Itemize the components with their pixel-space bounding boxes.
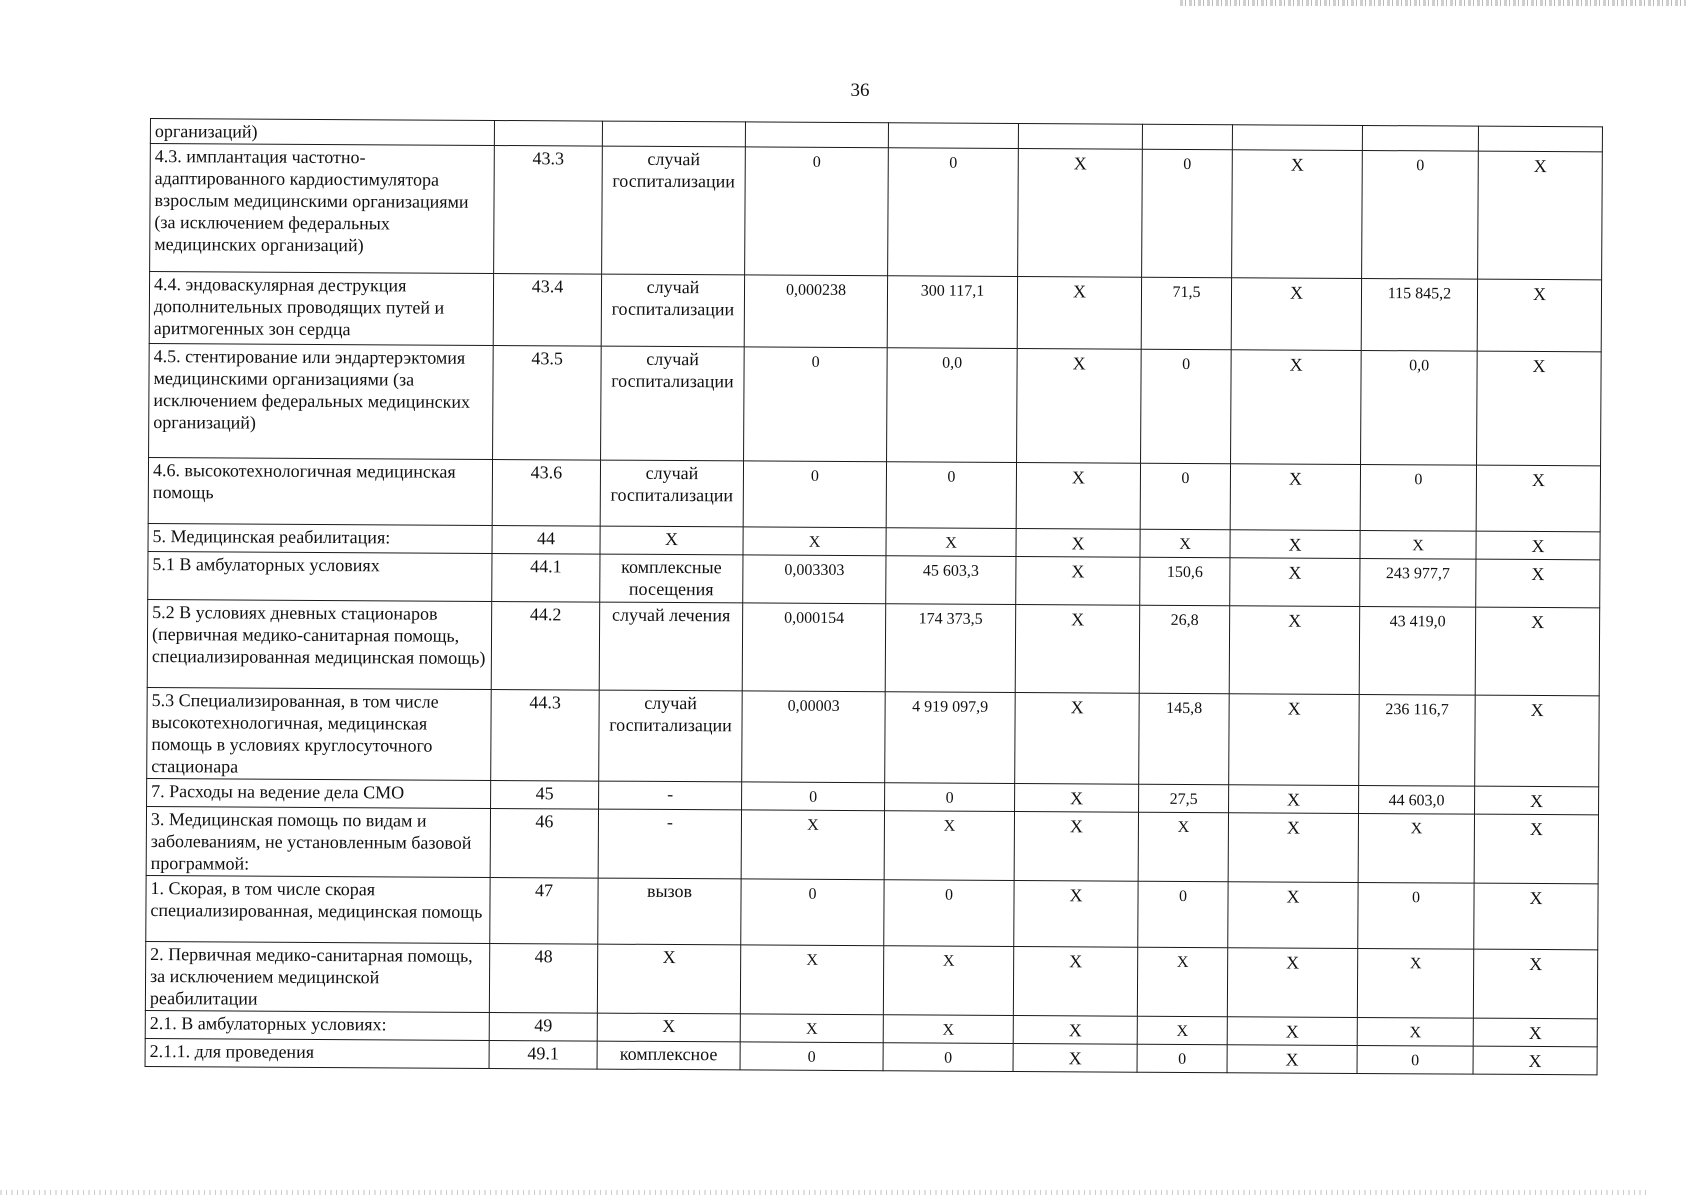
row-value-5-cell: X xyxy=(1230,464,1360,531)
row-code-cell: 43.6 xyxy=(492,459,600,526)
row-unit-cell: комплексные посещения xyxy=(600,554,743,603)
row-name-cell: 5.3 Специализированная, в том числе высокотехнологичная, медицинская помощь в условиях круглосуточного стационара xyxy=(147,687,492,780)
row-value-1-cell: 0 xyxy=(744,347,888,462)
row-value-2-cell: 0,0 xyxy=(887,348,1018,463)
row-unit-cell: X xyxy=(597,1013,740,1042)
row-value-1-cell: 0,003303 xyxy=(743,555,886,604)
table-row xyxy=(148,457,1600,531)
row-value-5-cell xyxy=(1232,125,1362,151)
row-value-4-cell: 0 xyxy=(1142,149,1233,278)
row-code-cell: 49.1 xyxy=(489,1040,597,1069)
row-value-6-cell: X xyxy=(1357,1017,1473,1046)
row-value-7-cell: X xyxy=(1474,814,1598,884)
row-value-6-cell: 0 xyxy=(1360,464,1476,531)
scan-noise-bottom xyxy=(0,1190,1646,1195)
row-code-cell: 43.5 xyxy=(493,345,602,460)
row-value-4-cell: 0 xyxy=(1138,881,1228,948)
row-value-6-cell: 115 845,2 xyxy=(1361,278,1477,351)
page-number: 36 xyxy=(850,80,870,101)
row-code-cell: 44.1 xyxy=(492,553,600,602)
row-value-7-cell: X xyxy=(1477,279,1601,352)
row-value-1-cell: 0,00003 xyxy=(742,691,886,783)
row-code-cell: 43.3 xyxy=(494,145,603,274)
row-name-cell: организаций) xyxy=(150,119,494,146)
row-value-3-cell: X xyxy=(1014,880,1138,947)
row-unit-cell: случай лечения xyxy=(599,602,743,691)
row-code-cell: 46 xyxy=(490,808,598,878)
data-table xyxy=(145,118,1603,1075)
row-value-4-cell: X xyxy=(1137,1016,1227,1045)
row-value-3-cell: X xyxy=(1013,946,1137,1016)
row-value-1-cell: 0 xyxy=(740,1042,883,1071)
row-name-cell: 4.6. высокотехнологичная медицинская помощь xyxy=(148,457,492,525)
row-name-cell: 1. Скорая, в том числе скорая специализированная, медицинская помощь xyxy=(146,875,490,943)
row-value-5-cell: X xyxy=(1229,785,1359,814)
row-unit-cell: комплексное xyxy=(597,1041,740,1070)
row-code-cell: 44 xyxy=(492,525,600,554)
row-value-7-cell: X xyxy=(1477,351,1602,466)
row-value-4-cell: X xyxy=(1137,947,1227,1017)
row-value-4-cell: 0 xyxy=(1140,463,1230,530)
table-row xyxy=(147,599,1599,695)
row-value-5-cell: X xyxy=(1232,150,1363,279)
row-value-6-cell: 243 977,7 xyxy=(1360,558,1476,607)
row-value-5-cell: X xyxy=(1231,350,1362,465)
row-value-6-cell: 43 419,0 xyxy=(1359,606,1476,695)
row-value-2-cell: X xyxy=(883,946,1013,1016)
row-value-2-cell: X xyxy=(883,1015,1013,1044)
table-row xyxy=(148,551,1600,607)
row-value-7-cell: X xyxy=(1476,531,1600,560)
row-name-cell: 4.4. эндоваскулярная деструкция дополнительных проводящих путей и аритмогенных зон сердца xyxy=(149,272,493,346)
table-row xyxy=(149,272,1601,352)
table-row xyxy=(145,941,1597,1018)
row-value-4-cell: 145,8 xyxy=(1139,693,1230,785)
row-unit-cell: случай госпитализации xyxy=(602,146,746,275)
row-unit-cell: случай госпитализации xyxy=(599,690,743,782)
row-value-1-cell: X xyxy=(740,945,883,1015)
row-value-1-cell: X xyxy=(743,527,886,556)
row-value-3-cell: X xyxy=(1017,276,1141,349)
row-name-cell: 2. Первичная медико-санитарная помощь, за исключением медицинской реабилитации xyxy=(145,941,489,1012)
row-value-1-cell: 0 xyxy=(742,782,885,811)
row-value-2-cell: 174 373,5 xyxy=(885,604,1016,693)
table-row xyxy=(149,343,1602,465)
row-value-2-cell xyxy=(888,123,1018,149)
row-value-2-cell: 0 xyxy=(885,783,1015,812)
row-name-cell: 5.1 В амбулаторных условиях xyxy=(148,551,492,601)
row-value-1-cell: X xyxy=(740,1014,883,1043)
table-row xyxy=(147,687,1600,786)
row-value-1-cell: 0,000238 xyxy=(744,275,887,348)
row-value-2-cell: X xyxy=(886,528,1016,557)
row-value-7-cell: X xyxy=(1476,465,1600,532)
row-unit-cell: случай госпитализации xyxy=(601,274,744,347)
row-unit-cell: случай госпитализации xyxy=(600,460,743,527)
row-unit-cell: - xyxy=(598,809,741,879)
row-code-cell xyxy=(494,120,602,146)
row-value-3-cell: X xyxy=(1016,528,1140,557)
row-value-5-cell: X xyxy=(1227,948,1357,1018)
row-value-6-cell xyxy=(1362,125,1478,151)
row-value-5-cell: X xyxy=(1229,606,1360,695)
row-value-5-cell: X xyxy=(1228,882,1358,949)
row-name-cell: 3. Медицинская помощь по видам и заболеваниям, не установленным базовой программой: xyxy=(146,806,490,877)
row-value-7-cell: X xyxy=(1474,883,1598,950)
row-name-cell: 4.5. стентирование или эндартерэктомия медицинскими организациями (за исключением федеральных медицинских организаций) xyxy=(149,343,494,459)
row-name-cell: 2.1. В амбулаторных условиях: xyxy=(145,1010,489,1040)
row-value-4-cell: 150,6 xyxy=(1140,557,1230,606)
row-code-cell: 43.4 xyxy=(493,273,601,346)
row-value-1-cell: 0 xyxy=(743,461,886,528)
row-value-5-cell: X xyxy=(1231,278,1361,351)
table-row xyxy=(150,144,1603,280)
row-value-3-cell: X xyxy=(1014,811,1138,881)
row-value-2-cell: 45 603,3 xyxy=(886,556,1016,605)
row-name-cell: 2.1.1. для проведения xyxy=(145,1038,489,1068)
row-value-4-cell: 26,8 xyxy=(1139,605,1230,694)
row-value-7-cell: X xyxy=(1473,1046,1597,1075)
row-value-7-cell: X xyxy=(1475,607,1600,696)
row-unit-cell xyxy=(602,121,745,147)
row-value-4-cell: 71,5 xyxy=(1141,277,1231,350)
row-value-1-cell: 0 xyxy=(745,147,889,276)
row-unit-cell: вызов xyxy=(598,878,741,945)
row-value-6-cell: 44 603,0 xyxy=(1359,785,1475,814)
table-row xyxy=(146,806,1598,883)
row-value-4-cell: 27,5 xyxy=(1139,784,1229,813)
row-value-7-cell: X xyxy=(1475,786,1599,815)
table-body xyxy=(145,119,1602,1075)
row-code-cell: 44.2 xyxy=(491,601,600,690)
row-value-1-cell: 0,000154 xyxy=(742,603,886,692)
row-value-3-cell: X xyxy=(1015,604,1140,693)
row-value-4-cell: X xyxy=(1138,812,1228,882)
row-value-2-cell: 0 xyxy=(883,1043,1013,1072)
row-value-5-cell: X xyxy=(1227,1017,1357,1046)
row-value-7-cell xyxy=(1478,126,1602,152)
row-value-5-cell: X xyxy=(1229,694,1360,786)
row-code-cell: 44.3 xyxy=(491,689,600,781)
row-name-cell: 7. Расходы на ведение дела СМО xyxy=(147,778,491,808)
row-value-2-cell: 0 xyxy=(888,148,1019,277)
row-value-2-cell: 0 xyxy=(884,880,1014,947)
row-value-6-cell: 0,0 xyxy=(1361,350,1478,465)
row-code-cell: 47 xyxy=(490,877,598,944)
row-value-2-cell: 4 919 097,9 xyxy=(885,692,1016,784)
table-row xyxy=(146,875,1598,949)
row-value-3-cell: X xyxy=(1013,1015,1137,1044)
row-value-3-cell: X xyxy=(1016,462,1140,529)
row-value-3-cell: X xyxy=(1015,783,1139,812)
row-value-2-cell: 300 117,1 xyxy=(887,276,1017,349)
row-value-7-cell: X xyxy=(1473,949,1597,1019)
row-value-7-cell: X xyxy=(1475,695,1600,787)
row-value-7-cell: X xyxy=(1478,151,1603,280)
row-unit-cell: - xyxy=(599,781,742,810)
row-unit-cell: X xyxy=(597,944,740,1014)
row-value-7-cell: X xyxy=(1473,1018,1597,1047)
row-value-3-cell: X xyxy=(1016,556,1140,605)
row-value-4-cell: 0 xyxy=(1137,1044,1227,1073)
row-value-3-cell: X xyxy=(1017,348,1142,463)
row-value-6-cell: 0 xyxy=(1362,150,1479,279)
row-unit-cell: случай госпитализации xyxy=(601,346,745,461)
row-name-cell: 5. Медицинская реабилитация: xyxy=(148,523,492,553)
row-value-2-cell: 0 xyxy=(886,462,1016,529)
row-value-3-cell xyxy=(1018,124,1142,150)
row-value-3-cell: X xyxy=(1018,149,1143,278)
row-code-cell: 49 xyxy=(489,1012,597,1041)
row-value-5-cell: X xyxy=(1227,1045,1357,1074)
row-value-1-cell: X xyxy=(741,810,884,880)
row-value-6-cell: 0 xyxy=(1358,882,1474,949)
scan-noise-top xyxy=(1180,0,1686,6)
row-value-6-cell: 0 xyxy=(1357,1045,1473,1074)
row-value-5-cell: X xyxy=(1228,813,1358,883)
row-value-6-cell: X xyxy=(1360,530,1476,559)
row-value-6-cell: X xyxy=(1358,813,1474,883)
row-value-4-cell: X xyxy=(1140,529,1230,558)
row-unit-cell: X xyxy=(600,526,743,555)
row-value-3-cell: X xyxy=(1015,692,1140,784)
row-value-4-cell: 0 xyxy=(1141,349,1232,464)
row-value-5-cell: X xyxy=(1230,558,1360,607)
row-value-7-cell: X xyxy=(1476,559,1600,608)
row-name-cell: 4.3. имплантация частотно-адаптированного кардиостимулятора взрослым медицинскими организациями (за исключением федеральных медицинских организаций) xyxy=(150,144,495,274)
row-code-cell: 45 xyxy=(491,780,599,809)
row-value-6-cell: 236 116,7 xyxy=(1359,694,1476,786)
row-value-2-cell: X xyxy=(884,811,1014,881)
row-value-3-cell: X xyxy=(1013,1043,1137,1072)
row-value-6-cell: X xyxy=(1357,948,1473,1018)
row-value-1-cell: 0 xyxy=(741,879,884,946)
row-value-5-cell: X xyxy=(1230,530,1360,559)
row-value-1-cell xyxy=(745,122,888,148)
row-code-cell: 48 xyxy=(489,943,597,1013)
row-name-cell: 5.2 В условиях дневных стационаров (первичная медико-санитарная помощь, специализированная медицинская помощь) xyxy=(147,599,492,689)
row-value-4-cell xyxy=(1142,124,1232,150)
